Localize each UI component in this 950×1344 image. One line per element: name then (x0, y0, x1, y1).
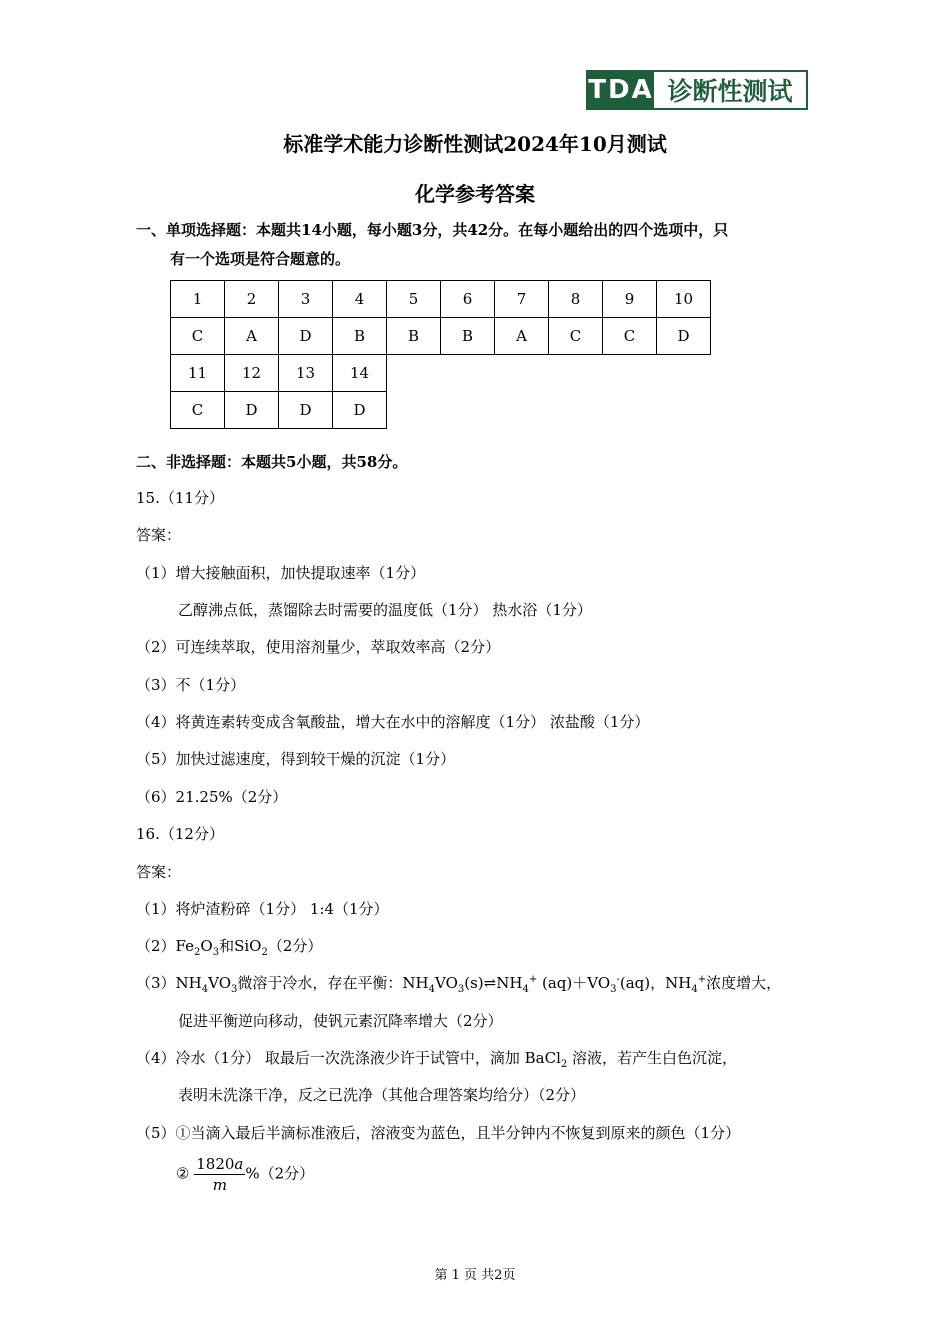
answer-table-row-numbers (171, 281, 711, 318)
answer-table-2 (170, 354, 387, 429)
formula-fe: Fe (175, 937, 195, 955)
formula-sub: 4 (428, 984, 435, 995)
question-number-cell: 10 (657, 281, 711, 318)
and-text: 和 (219, 937, 235, 955)
answer-table-row-numbers (171, 355, 387, 392)
question-number-cell: 5 (387, 281, 441, 318)
q15-answer-label: 答案： (136, 526, 182, 544)
formula-sub: 2 (560, 1059, 568, 1070)
logo-text: 诊断性测试 (667, 77, 793, 106)
logo-brand: TDA (588, 72, 654, 108)
equilibrium-arrow-icon: ⇌ (483, 974, 497, 992)
q16-item3-text: 浓度增大， (706, 974, 782, 992)
section1-heading-line1: 一、单项选择题：本题共14小题，每小题3分，共42分。在每小题给出的四个选项中，只 (136, 221, 729, 239)
question-number-cell: 9 (603, 281, 657, 318)
q16-title: 16.（12分） (136, 825, 224, 843)
q16-item3-prefix: （3） (136, 974, 176, 992)
q15-item-3: （3）不（1分） (136, 676, 246, 694)
numerator-variable: a (234, 1155, 244, 1173)
charge-minus: - (616, 974, 620, 985)
answer-cell: C (549, 318, 603, 355)
fraction (194, 1154, 245, 1195)
formula-sub: 2 (194, 947, 201, 958)
question-number-cell: 13 (279, 355, 333, 392)
answer-table-1 (170, 280, 711, 355)
q16-item-1: （1）将炉渣粉碎（1分） 1:4（1分） (136, 900, 389, 918)
formula-sub: 4 (201, 984, 209, 995)
question-number-cell: 12 (225, 355, 279, 392)
answer-cell: A (225, 318, 279, 355)
question-number-cell: 11 (171, 355, 225, 392)
circled-two: ② (176, 1164, 190, 1183)
answer-cell: B (333, 318, 387, 355)
q15-item-2: （2）可连续萃取，使用溶剂量少，萃取效率高（2分） (136, 638, 501, 656)
q15-item-5: （5）加快过滤速度，得到较干燥的沉淀（1分） (136, 750, 456, 768)
formula-nh: NH (665, 974, 692, 992)
charge-plus: + (528, 974, 538, 985)
charge-plus: + (697, 974, 707, 985)
answer-cell: B (441, 318, 495, 355)
state-s: (s) (464, 974, 484, 992)
answer-cell: D (333, 392, 387, 429)
answer-cell: D (279, 318, 333, 355)
answer-table-row-answers (171, 318, 711, 355)
question-number-cell: 4 (333, 281, 387, 318)
q16-item-3-line1 (136, 972, 781, 995)
question-number-cell: 2 (225, 281, 279, 318)
answer-cell: D (279, 392, 333, 429)
formula-o: O (200, 937, 213, 955)
answer-cell: C (603, 318, 657, 355)
q16-item4-text: 溶液，若产生白色沉淀， (567, 1049, 738, 1067)
question-number-cell: 1 (171, 281, 225, 318)
q16-item-3-line2: 促进平衡逆向移动，使钒元素沉降率增大（2分） (178, 1012, 503, 1030)
fraction-numerator (194, 1154, 245, 1175)
formula-sub: 3 (231, 984, 238, 995)
formula-nh: NH (175, 974, 202, 992)
q16-item-2 (136, 935, 322, 958)
tda-logo (586, 70, 808, 110)
q16-item-5-line1: （5）①当滴入最后半滴标准液后，溶液变为蓝色，且半分钟内不恢复到原来的颜色（1分） (136, 1124, 741, 1142)
answer-cell: C (171, 392, 225, 429)
question-number-cell: 14 (333, 355, 387, 392)
q16-item4-text: （4）冷水（1分） 取最后一次洗涤液少许于试管中，滴加 BaCl (136, 1049, 561, 1067)
numerator-number: 1820 (196, 1155, 235, 1173)
formula-sub: 4 (522, 984, 529, 995)
answer-cell: D (657, 318, 711, 355)
formula-vo: VO (587, 974, 611, 992)
formula-nh: NH (402, 974, 429, 992)
formula-sub: 4 (691, 984, 698, 995)
page-title: 标准学术能力诊断性测试2024年10月测试 (283, 132, 667, 156)
section2-heading: 二、非选择题：本题共5小题，共58分。 (136, 453, 408, 471)
q16-item-4-line1 (136, 1047, 737, 1070)
question-number-cell: 8 (549, 281, 603, 318)
q15-title: 15.（11分） (136, 489, 224, 507)
answer-table-row-answers (171, 392, 387, 429)
formula-sub: 3 (457, 984, 465, 995)
page-footer: 第 1 页 共2页 (434, 1268, 516, 1283)
answer-cell: D (225, 392, 279, 429)
q15-item-1b: 乙醇沸点低，蒸馏除去时需要的温度低（1分） 热水浴（1分） (178, 601, 592, 619)
formula-sio: SiO (234, 937, 262, 955)
formula-vo: VO (435, 974, 458, 992)
formula-sub: 3 (610, 984, 617, 995)
q16-item2-prefix: （2） (136, 937, 176, 955)
question-number-cell: 7 (495, 281, 549, 318)
q15-item-4: （4）将黄连素转变成含氧酸盐，增大在水中的溶解度（1分） 浓盐酸（1分） (136, 713, 650, 731)
answer-cell: C (171, 318, 225, 355)
question-number-cell: 3 (279, 281, 333, 318)
section1-heading-line2: 有一个选项是符合题意的。 (170, 250, 351, 268)
q15-item-1: （1）增大接触面积，加快提取速率（1分） (136, 564, 426, 582)
formula-sub: 2 (261, 947, 268, 958)
answer-cell: B (387, 318, 441, 355)
question-number-cell: 6 (441, 281, 495, 318)
fraction-denominator: m (212, 1176, 227, 1194)
q16-item5-suffix: %（2分） (245, 1164, 315, 1183)
q16-item-4-line2: 表明未洗涤干净，反之已洗净（其他合理答案均给分）（2分） (178, 1086, 586, 1104)
q16-item-5-line2 (176, 1154, 314, 1195)
state-aq: (aq)， (619, 974, 666, 992)
formula-nh: NH (496, 974, 523, 992)
q16-answer-label: 答案： (136, 863, 182, 881)
score: （2分） (267, 937, 323, 955)
state-aq: (aq)＋ (537, 974, 588, 992)
q15-item-6: （6）21.25%（2分） (136, 788, 288, 806)
answer-cell: A (495, 318, 549, 355)
q16-item3-text: 微溶于冷水，存在平衡： (237, 974, 403, 992)
formula-vo: VO (208, 974, 232, 992)
page-subtitle: 化学参考答案 (415, 182, 535, 206)
formula-sub: 3 (212, 947, 220, 958)
